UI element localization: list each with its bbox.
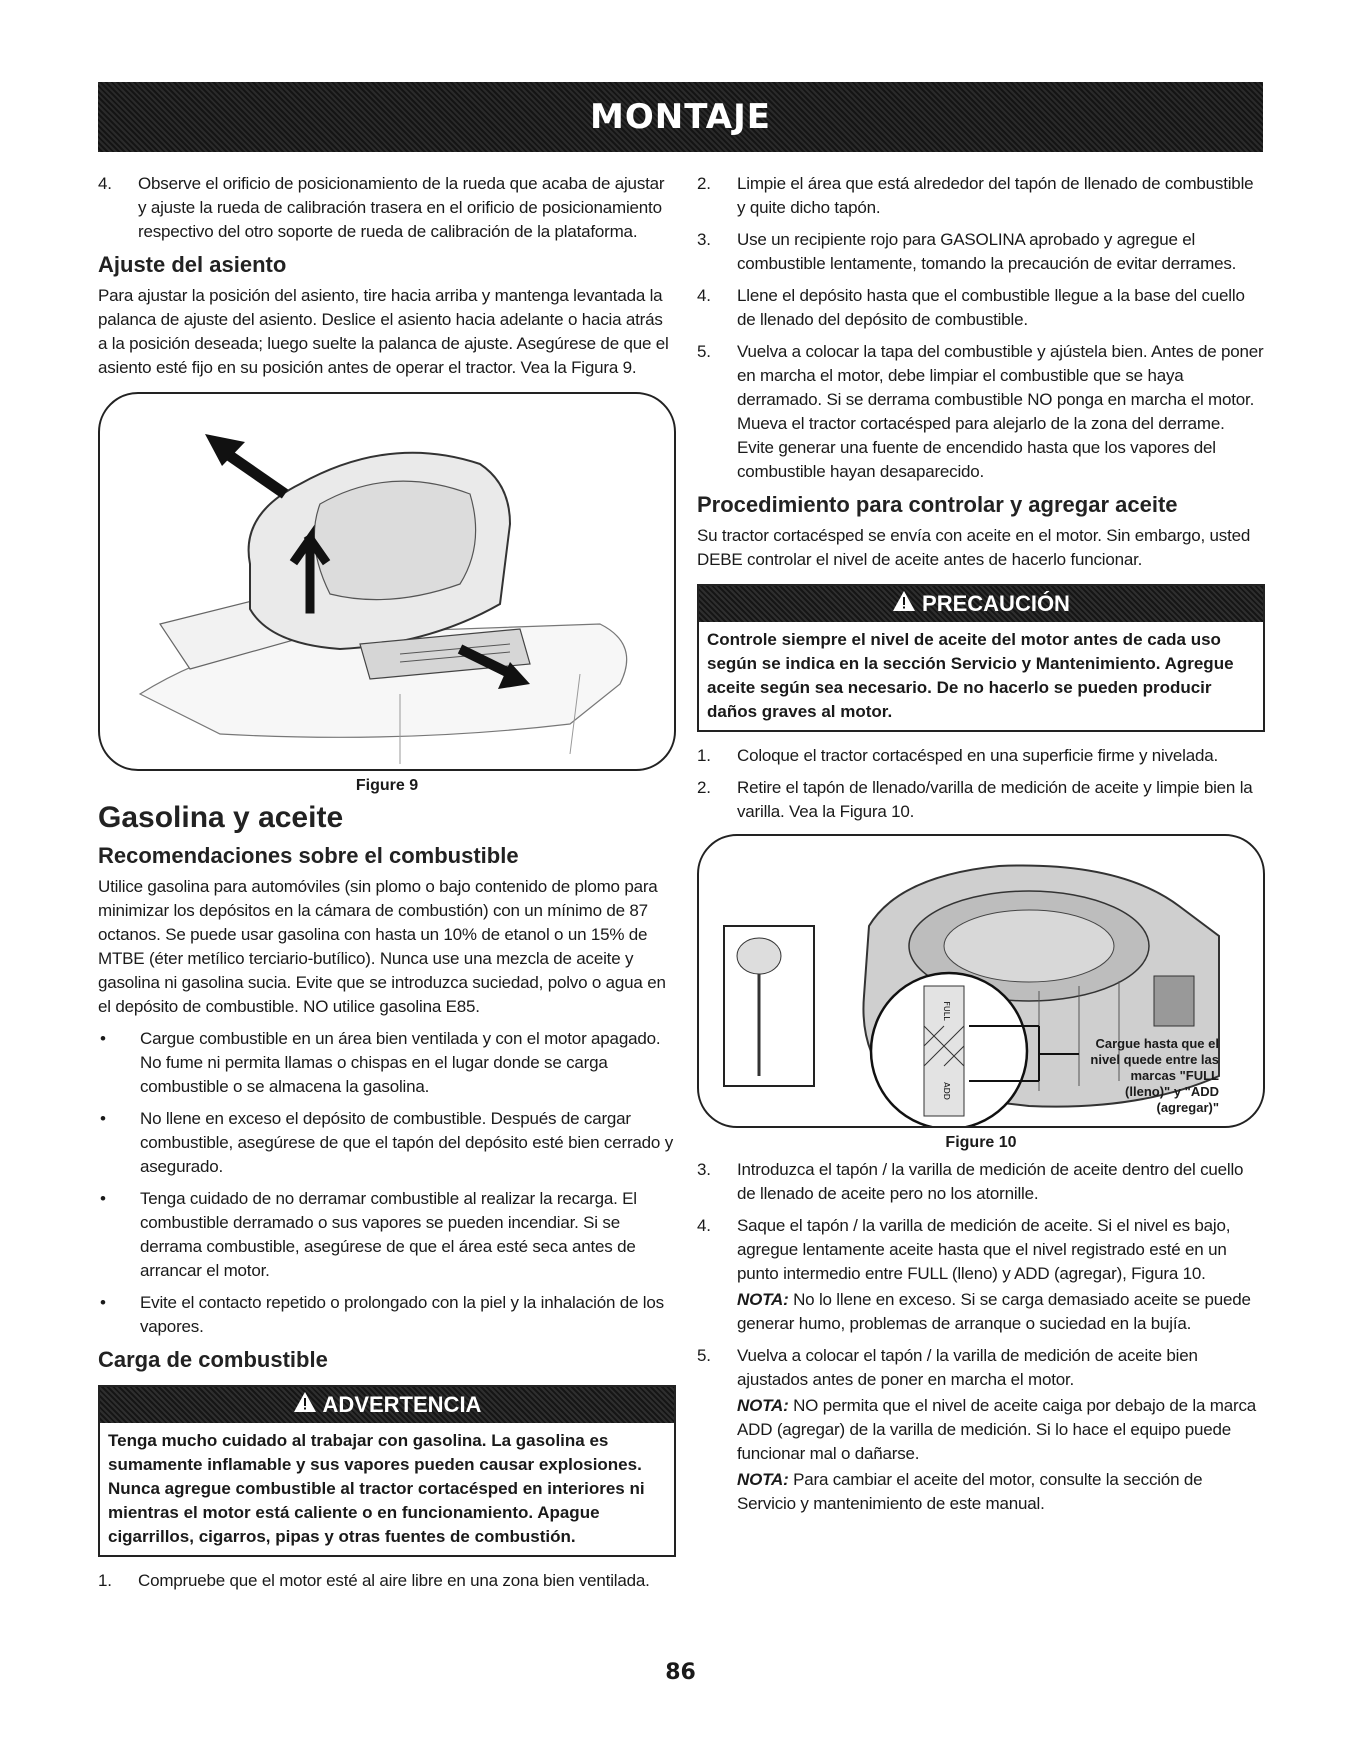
dipstick-add-mark: ADD [942,1082,951,1100]
step-text: Vuelva a colocar la tapa del combustible y ajústela bien. Antes de poner en marcha el motor, debe limpiar el combustible que se haya derramado. Si se derrama combustible NO ponga en marcha el motor. Mueva el tractor cortacésped para alejarlo de la zona del derrame. Evite generar una fuente de encendido hasta que los vapores del combustible hayan desaparecido. [737,342,1264,481]
step-number: 4. [697,286,711,305]
seat-illustration [100,394,676,769]
step-item [697,1344,1265,1392]
note-label: NOTA: [737,1290,789,1309]
step-number: 5. [697,1346,711,1365]
step-number: 2. [697,778,711,797]
oil-procedure-heading: Procedimiento para controlar y agregar aceite [697,492,1178,517]
step-number: 4. [697,1216,711,1235]
fuel-loading-heading: Carga de combustible [98,1347,328,1372]
step-item [697,172,1265,220]
step-number: 1. [697,746,711,765]
note-label: NOTA: [737,1396,789,1415]
step-text: Introduzca el tapón / la varilla de medición de aceite dentro del cuello de llenado de aceite pero no los atornille. [737,1160,1244,1203]
warning-header [100,1387,674,1423]
step-text: Limpie el área que está alrededor del tapón de llenado de combustible y quite dicho tapón. [737,174,1254,217]
step-item [98,172,676,244]
step-item [697,284,1265,332]
caution-text: Controle siempre el nivel de aceite del motor antes de cada uso según se indica en la sección Servicio y Mantenimiento. Agregue aceite según sea necesario. De no hacerlo se pueden producir daños graves al motor. [707,630,1234,721]
step-text: Saque el tapón / la varilla de medición de aceite. Si el nivel es bajo, agregue lentamente aceite hasta que el nivel registrado esté en un punto intermedio entre FULL (lleno) y ADD (agregar), Figura 10. [737,1216,1231,1283]
step-item [98,1569,676,1593]
step-item [697,1158,1265,1206]
bullet-text: Tenga cuidado de no derramar combustible al realizar la recarga. El combustible derramado o sus vapores se pueden incendiar. Si se derrama combustible, asegúrese de que el área esté seca antes de arrancar el motor. [140,1189,637,1280]
step-text: Use un recipiente rojo para GASOLINA aprobado y agregue el combustible lentamente, tomando la precaución de evitar derrames. [737,230,1237,273]
seat-text: Para ajustar la posición del asiento, tire hacia arriba y mantenga levantada la palanca de ajuste del asiento. Deslice el asiento hacia adelante o hacia atrás a la posición deseada; luego suelte la palanca de ajuste. Asegúrese de que el asiento esté fijo en su posición antes de operar el tractor. Vea la Figura 9. [98,286,669,377]
step-text: Vuelva a colocar el tapón / la varilla de medición de aceite bien ajustados antes de poner en marcha el motor. [737,1346,1198,1389]
left-column [98,172,676,1601]
step-number: 5. [697,342,711,361]
step-text: Retire el tapón de llenado/varilla de medición de aceite y limpie bien la varilla. Vea la Figura 10. [737,778,1253,821]
note-text: NO permita que el nivel de aceite caiga por debajo de la marca ADD (agregar) de la varilla de medición. Si lo hace el equipo puede funcionar mal o dañarse. [737,1396,1257,1463]
section-banner [98,82,1263,152]
step-number: 1. [98,1571,112,1590]
step-item [697,744,1265,768]
step-number: 3. [697,230,711,249]
warning-text: Tenga mucho cuidado al trabajar con gasolina. La gasolina es sumamente inflamable y sus vapores pueden causar explosiones. Nunca agregue combustible al tractor cortacésped en interiores ni mientras el motor está caliente o en funcionamiento. Apague cigarrillos, cigarros, pipas y otras fuentes de combustión. [108,1431,645,1546]
bullet-text: Evite el contacto repetido o prolongado con la piel y la inhalación de los vapores. [140,1293,664,1336]
figure-10-caption: Figure 10 [945,1134,1017,1151]
warning-box [98,1385,676,1557]
figure-9-caption: Figure 9 [355,777,419,794]
step-item [697,776,1265,824]
figure-10-callout: Cargue hasta que el nivel quede entre las marcas "FULL (lleno)" y "ADD (agregar)" [1090,1036,1219,1115]
note-text: Para cambiar el aceite del motor, consulte la sección de Servicio y mantenimiento de este manual. [737,1470,1203,1513]
fuel-recommendations-heading: Recomendaciones sobre el combustible [98,843,519,868]
right-column [697,172,1265,1524]
list-item: • No llene en exceso el depósito de combustible. Después de cargar combustible, asegúrese de que el tapón del depósito esté bien cerrado y asegurado. [98,1107,676,1179]
step-text: Llene el depósito hasta que el combustible llegue a la base del cuello de llenado del depósito de combustible. [737,286,1245,329]
warning-triangle-icon [293,1391,317,1419]
caution-triangle-icon [892,590,916,618]
caution-box [697,584,1265,732]
fuel-oil-heading: Gasolina y aceite [98,801,344,834]
note [697,1394,1265,1466]
caution-title: PRECAUCIÓN [922,591,1070,616]
step-item [697,228,1265,276]
dipstick-full-mark: FULL [942,1001,951,1021]
page-number: 86 [665,1660,696,1685]
list-item: • Tenga cuidado de no derramar combustible al realizar la recarga. El combustible derramado o sus vapores se pueden incendiar. Si se derrama combustible, asegúrese de que el área esté seca antes de arrancar el motor. [98,1187,676,1283]
step-number: 2. [697,174,711,193]
fuel-recommendations-text: Utilice gasolina para automóviles (sin plomo o bajo contenido de plomo para minimizar los depósitos en la cámara de combustión) con un mínimo de 87 octanos. Se puede usar gasolina con hasta un 10% de etanol o un 15% de MTBE (éter metílico terciario-butílico). Nunca use una mezcla de aceite y gasolina ni gasolina sucia. Evite que se introduzca suciedad, polvo o agua en el depósito de combustible. NO utilice gasolina E85. [98,877,666,1016]
step-item [697,340,1265,484]
step-text: Coloque el tractor cortacésped en una superficie firme y nivelada. [737,746,1219,765]
seat-heading: Ajuste del asiento [98,252,287,277]
oil-procedure-text: Su tractor cortacésped se envía con aceite en el motor. Sin embargo, usted DEBE controlar el nivel de aceite antes de hacerlo funcionar. [697,526,1251,569]
bullet-text: No llene en exceso el depósito de combustible. Después de cargar combustible, asegúrese de que el tapón del depósito esté bien cerrado y asegurado. [140,1109,673,1176]
note-text: No lo llene en exceso. Si se carga demasiado aceite se puede generar humo, problemas de arranque o suciedad en la bujía. [737,1290,1251,1333]
figure-9-seat [98,392,676,771]
step-number: 4. [98,174,112,193]
step-number: 3. [697,1160,711,1179]
list-item: • Evite el contacto repetido o prolongado con la piel y la inhalación de los vapores. [98,1291,676,1339]
list-item: • Cargue combustible en un área bien ventilada y con el motor apagado. No fume ni permita llamas o chispas en el lugar donde se carga combustible o se almacena la gasolina. [98,1027,676,1099]
bullet-text: Cargue combustible en un área bien ventilada y con el motor apagado. No fume ni permita llamas o chispas en el lugar donde se carga combustible o se almacena la gasolina. [140,1029,661,1096]
warning-title: ADVERTENCIA [322,1392,482,1417]
step-item [697,1214,1265,1286]
step-text: Observe el orificio de posicionamiento de la rueda que acaba de ajustar y ajuste la rueda de calibración trasera en el orificio de posicionamiento respectivo del otro soporte de rueda de calibración de la plataforma. [138,174,665,241]
section-title: MONTAJE [590,97,771,137]
figure-10-engine [697,834,1265,1128]
note [697,1288,1265,1336]
caution-header [699,586,1263,622]
step-text: Compruebe que el motor esté al aire libre en una zona bien ventilada. [138,1571,650,1590]
note [697,1468,1265,1516]
note-label: NOTA: [737,1470,789,1489]
